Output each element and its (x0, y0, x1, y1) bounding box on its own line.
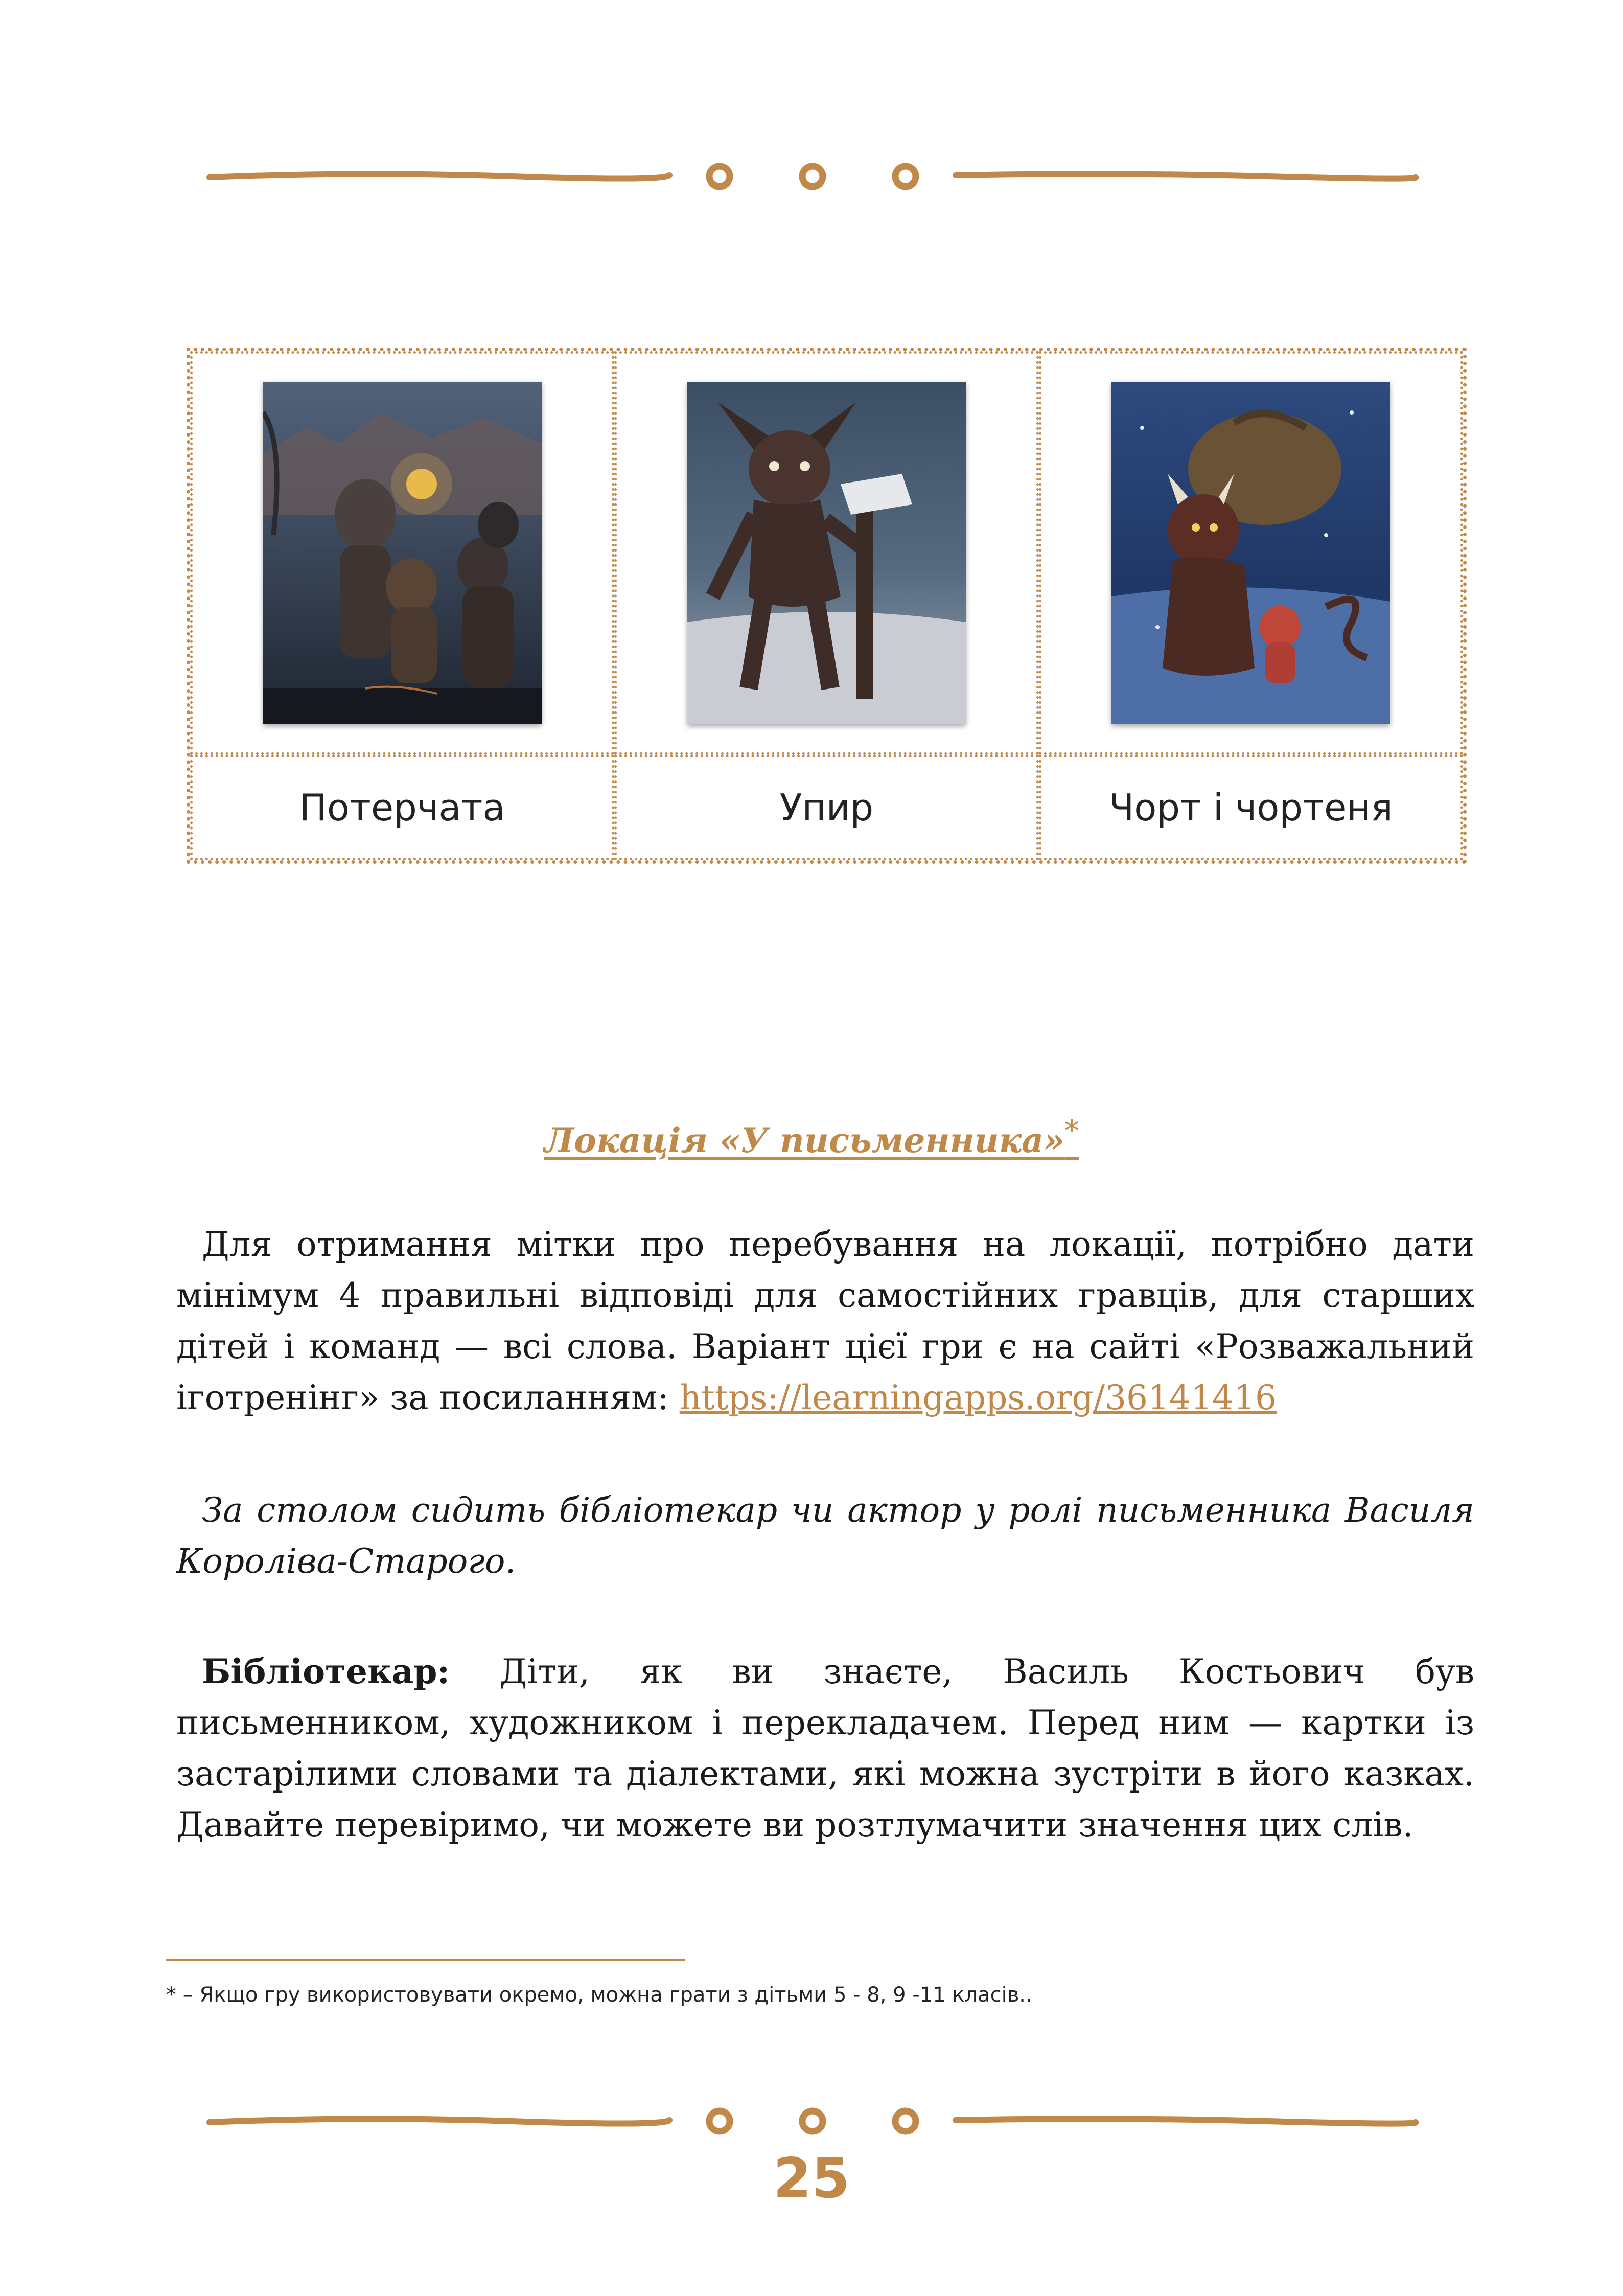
card-image-cell-2 (614, 351, 1038, 755)
card-label-chort: Чорт і чортеня (1108, 786, 1393, 829)
card-image-cell-3 (1039, 351, 1463, 755)
potercha-children-illustration (263, 382, 542, 724)
bottom-ornament-divider (204, 2101, 1421, 2142)
paragraph-instructions-text: Для отримання мітки про перебування на локації, потрібно дати мінімум 4 правильні відповіді для самостійних гравців, для старших дітей і команд — всі слова. Варіант цієї гри є на сайті «Розважальний іготренінг» за посиланням: (176, 1225, 1474, 1417)
card-label-potercha: Потерчата (299, 786, 505, 829)
chort-and-imp-illustration (1111, 382, 1390, 724)
paragraph-instructions (176, 1219, 1474, 1423)
paragraph-stage-direction (176, 1485, 1474, 1587)
card-image-cell-1 (190, 351, 614, 755)
stage-direction-text: За столом сидить бібліотекар чи актор у ролі письменника Василя Короліва-Старого. (176, 1490, 1474, 1581)
card-label-cell-3 (1039, 755, 1463, 860)
upyr-creature-illustration (687, 382, 966, 724)
footnote-separator (166, 1959, 685, 1961)
learningapps-link[interactable]: https://learningapps.org/36141416 (679, 1378, 1277, 1417)
creature-cards-table (187, 348, 1467, 864)
card-label-cell-2 (614, 755, 1038, 860)
librarian-speech-text: Діти, як ви знаєте, Василь Костьович був письменником, художником і перекладачем. Перед ним — картки із застарілими словами та діалектами, які можна зустріти в його казках. Давайте перевіримо, чи можете ви розтлумачити значення цих слів. (176, 1652, 1474, 1845)
card-label-cell-1 (190, 755, 614, 860)
section-title (0, 1114, 1623, 1160)
top-ornament-divider (204, 156, 1421, 197)
page-number: 25 (773, 2147, 850, 2211)
footnote: * – Якщо гру використовувати окремо, можна грати з дітьми 5 - 8, 9 -11 класів.. (166, 1983, 1032, 2007)
speaker-label: Бібліотекар: (202, 1651, 450, 1691)
section-title-text: Локація «У письменника» (544, 1120, 1065, 1160)
card-label-upyr: Упир (779, 786, 874, 829)
paragraph-librarian-speech (176, 1646, 1474, 1851)
footnote-marker: * (1064, 1114, 1079, 1147)
